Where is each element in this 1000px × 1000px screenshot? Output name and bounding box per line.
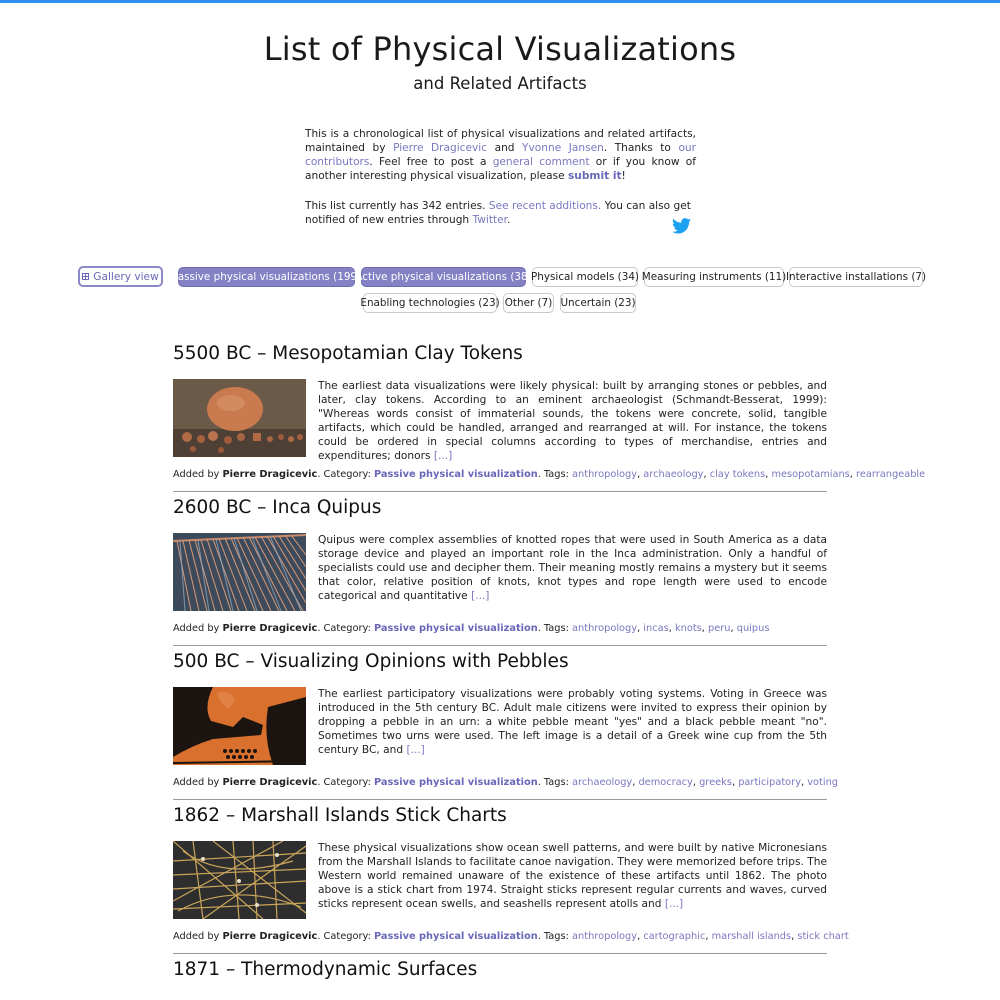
entry-description-text: These physical visualizations show ocean swell patterns, and were built by native Micronesians from the Marshall Islands to facilitate canoe navigation. They were memorized before trips. The Western world remained unaware of the existence of these artifacts until 1862. The photo above is a stick chart from 1974. Straight sticks represent regular currents and waves, curved sticks represent ocean swells, and seashells represent atolls and [318, 842, 827, 910]
entry-thumbnail[interactable] [173, 687, 306, 765]
entry-divider [173, 645, 827, 646]
author-link-yvonne[interactable]: Yvonne Jansen [522, 142, 604, 154]
tag-link[interactable]: marshall islands [711, 931, 792, 942]
tag-link[interactable]: peru [708, 623, 731, 634]
filter-chip-passive[interactable]: Passive physical visualizations (199) [178, 267, 355, 287]
entry-author: Pierre Dragicevic [222, 469, 318, 480]
entry-description-text: Quipus were complex assemblies of knotted ropes that were used in South America as a data storage device and played an important role in the Inca administration. Only a handful of specialists could use and decipher them. Their meaning mostly remains a mystery but it seems that color, relative position of knots, knot types and rope length were used to encode categorical and quantitative [318, 534, 827, 602]
entry-category-link[interactable]: Passive physical visualization [374, 469, 538, 480]
meta-text: . Tags: [537, 469, 573, 480]
meta-text: . Tags: [537, 931, 573, 942]
tag-link[interactable]: incas [643, 623, 669, 634]
gallery-view-label: Gallery view [93, 270, 159, 283]
entry-description [318, 533, 827, 603]
meta-text: . Tags: [537, 623, 573, 634]
entry-divider [173, 491, 827, 492]
entry-title[interactable]: 1871 – Thermodynamic Surfaces [173, 959, 478, 980]
meta-text: Added by [173, 623, 223, 634]
tag-link[interactable]: voting [807, 777, 839, 788]
tag-link[interactable]: archaeology [643, 469, 704, 480]
meta-text: Added by [173, 777, 223, 788]
entry-title[interactable]: 1862 – Marshall Islands Stick Charts [173, 805, 507, 826]
clay-tokens-image [173, 379, 306, 457]
tag-link[interactable]: knots [674, 623, 702, 634]
intro-text: This list currently has 342 entries. [305, 200, 489, 212]
read-more-link[interactable]: [...] [433, 450, 453, 462]
entry-title[interactable]: 2600 BC – Inca Quipus [173, 497, 382, 518]
top-accent-bar [0, 0, 1000, 3]
recent-additions-link[interactable]: See recent additions. [488, 200, 602, 212]
read-more-link[interactable]: [...] [664, 898, 684, 910]
entry-description [318, 379, 827, 463]
intro-paragraph [305, 127, 696, 183]
read-more-link[interactable]: [...] [406, 744, 425, 756]
entry-item [173, 343, 926, 480]
tag-link[interactable]: rearrangeable [856, 469, 926, 480]
entry-thumbnail[interactable] [173, 379, 306, 457]
filter-chip-uncertain[interactable]: Uncertain (23) [560, 293, 636, 313]
read-more-link[interactable]: [...] [471, 590, 490, 602]
filter-chip-physical-models[interactable]: Physical models (34) [532, 267, 638, 287]
greek-pebbles-image [173, 687, 306, 765]
entry-title[interactable]: 500 BC – Visualizing Opinions with Pebbles [173, 651, 569, 672]
entry-meta: Added by Pierre Dragicevic. Category: Passive physical visualization. Tags: archaeology, democracy, greeks, participatory, voting [173, 777, 839, 788]
entry-description-text: The earliest data visualizations were likely physical: built by arranging stones or pebbles, and later, clay tokens. According to an eminent archaeologist (Schmandt-Besserat, 1999): "Whereas words consist of immaterial sounds, the tokens were concrete, solid, tangible artifacts, which could be handled, arranged and rearranged at will. For instance, the tokens could be ordered in special columns according to types of merchandise, entries and expenditures; donors [318, 380, 827, 462]
tag-link[interactable]: anthropology [572, 623, 638, 634]
entry-category-link[interactable]: Passive physical visualization [374, 777, 538, 788]
intro-text: . Thanks to [603, 142, 679, 154]
entry-author: Pierre Dragicevic [222, 623, 318, 634]
page-title: List of Physical Visualizations [263, 30, 737, 68]
entry-item [173, 651, 839, 788]
intro-text: You can also get notified of new entries through [305, 200, 691, 226]
intro-text: and [487, 142, 523, 154]
entry-category-link[interactable]: Passive physical visualization [374, 623, 538, 634]
grid-icon [82, 273, 89, 280]
intro-text: . [507, 214, 511, 226]
entry-author: Pierre Dragicevic [222, 777, 318, 788]
submit-link[interactable]: submit it [567, 170, 622, 182]
filter-chip-other[interactable]: Other (7) [503, 293, 554, 313]
entry-title[interactable]: 5500 BC – Mesopotamian Clay Tokens [173, 343, 523, 364]
entry-item [173, 497, 827, 634]
filter-chip-active[interactable]: Active physical visualizations (38) [361, 267, 526, 287]
entry-thumbnail[interactable] [173, 533, 306, 611]
entry-meta: Added by Pierre Dragicevic. Category: Passive physical visualization. Tags: anthropology, cartographic, marshall islands, stick chart [173, 931, 849, 942]
entries-count-paragraph [305, 199, 696, 227]
filter-chip-measuring-instruments[interactable]: Measuring instruments (11) [644, 267, 784, 287]
meta-text: . Category: [317, 931, 375, 942]
meta-text: . Category: [317, 777, 375, 788]
intro-text: or if you know of another interesting physical visualization, please [305, 156, 696, 182]
stick-chart-image [173, 841, 306, 919]
intro-text: . Feel free to post a [369, 156, 493, 168]
entry-divider [173, 953, 827, 954]
entry-description [318, 841, 827, 911]
meta-text: . Tags: [537, 777, 573, 788]
tag-link[interactable]: anthropology [572, 931, 638, 942]
tag-link[interactable]: democracy [638, 777, 693, 788]
tag-link[interactable]: clay tokens [709, 469, 766, 480]
tag-link[interactable]: cartographic [643, 931, 706, 942]
entry-meta: Added by Pierre Dragicevic. Category: Passive physical visualization. Tags: anthropology, archaeology, clay tokens, mesopotamians, rearrangeable [173, 469, 926, 480]
page-subtitle: and Related Artifacts [413, 74, 587, 93]
twitter-link[interactable]: Twitter [472, 214, 508, 226]
filter-chip-interactive-installations[interactable]: Interactive installations (7) [789, 267, 923, 287]
tag-link[interactable]: quipus [736, 623, 770, 634]
intro-text: This is a chronological list of physical visualizations and related artifacts, maintained by [305, 128, 696, 154]
entry-description-text: The earliest participatory visualizations were probably voting systems. Voting in Greece was introduced in the 5th century BC. Adult male citizens were invited to express their opinion by dropping a pebble in an urn: a white pebble meant "yes" and a black pebble meant "no". Sometimes two urns were used. The left image is a detail of a Greek wine cup from the 5th century BC, and [318, 688, 827, 756]
entry-author: Pierre Dragicevic [222, 931, 318, 942]
filter-chip-enabling-technologies[interactable]: Enabling technologies (23) [363, 293, 497, 313]
contributors-link[interactable]: our contributors [305, 142, 696, 168]
meta-text: . Category: [317, 469, 375, 480]
entry-thumbnail[interactable] [173, 995, 306, 1000]
twitter-bird-icon[interactable] [672, 218, 691, 234]
tag-link[interactable]: participatory [738, 777, 801, 788]
entry-thumbnail[interactable] [173, 841, 306, 919]
tag-link[interactable]: stick chart [797, 931, 849, 942]
entry-category-link[interactable]: Passive physical visualization [374, 931, 538, 942]
entry-item [173, 805, 849, 942]
gallery-view-button[interactable] [78, 266, 163, 287]
entry-description [318, 687, 827, 757]
tag-link[interactable]: anthropology [572, 469, 638, 480]
meta-text: Added by [173, 469, 223, 480]
meta-text: Added by [173, 931, 223, 942]
tag-link[interactable]: greeks [699, 777, 732, 788]
entry-meta: Added by Pierre Dragicevic. Category: Passive physical visualization. Tags: anthropology, incas, knots, peru, quipus [173, 623, 770, 634]
meta-text: . Category: [317, 623, 375, 634]
intro-text: ! [621, 170, 626, 182]
tag-link[interactable]: archaeology [572, 777, 633, 788]
author-link-pierre[interactable]: Pierre Dragicevic [393, 142, 488, 154]
quipus-image [173, 533, 306, 611]
entry-item [173, 959, 827, 985]
general-comment-link[interactable]: general comment [492, 156, 590, 168]
entry-divider [173, 799, 827, 800]
tag-link[interactable]: mesopotamians [771, 469, 850, 480]
